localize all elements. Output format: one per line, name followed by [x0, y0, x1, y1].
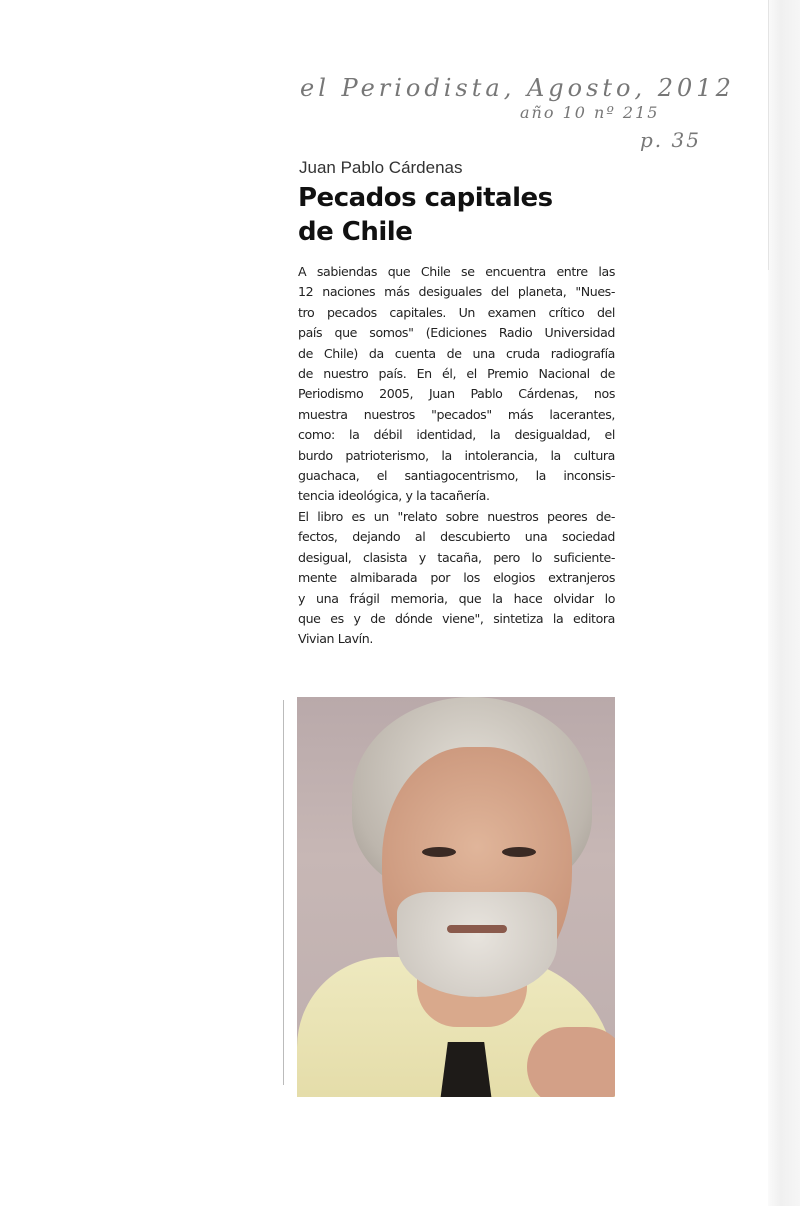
article-body	[298, 262, 615, 650]
handwritten-source: el Periodista, Agosto, 2012	[300, 74, 735, 102]
body-line: A sabiendas que Chile se encuentra entre las	[298, 264, 615, 279]
body-line: de Chile) da cuenta de una cruda radiografía	[298, 345, 615, 361]
body-line: El libro es un "relato sobre nuestros peores de-	[298, 508, 615, 524]
body-line: 12 naciones más desiguales del planeta, "Nues-	[298, 284, 615, 300]
body-line: guachaca, el santiagocentrismo, la inconsis-	[298, 468, 615, 484]
body-line: Vivian Lavín.	[298, 631, 373, 647]
body-line: tro pecados capitales. Un examen crítico del	[298, 304, 615, 320]
body-line: como: la débil identidad, la desigualdad, el	[298, 427, 615, 443]
body-line: y una frágil memoria, que la hace olvidar lo	[298, 590, 615, 606]
handwritten-issue: año 10 nº 215	[520, 103, 660, 122]
body-line: de nuestro país. En él, el Premio Nacional de	[298, 366, 615, 382]
column-rule	[283, 700, 284, 1085]
body-line: burdo patrioterismo, la intolerancia, la cultura	[298, 447, 615, 463]
body-line: tencia ideológica, y la tacañería.	[298, 488, 490, 504]
article-author: Juan Pablo Cárdenas	[299, 158, 463, 177]
body-line: mente almibarada por los elogios extranjeros	[298, 570, 615, 586]
title-line: Pecados capitales	[298, 183, 553, 213]
title-line: de Chile	[298, 217, 413, 247]
body-line: desigual, clasista y tacaña, pero lo suficiente-	[298, 549, 615, 565]
scan-page-edge-line	[768, 0, 769, 270]
body-line: muestra nuestros "pecados" más lacerantes,	[298, 406, 615, 422]
body-line: fectos, dejando al descubierto una sociedad	[298, 529, 615, 545]
scan-page-edge	[768, 0, 800, 1206]
author-photo	[297, 697, 615, 1097]
article-title	[298, 181, 553, 249]
handwritten-page: p. 35	[640, 128, 701, 152]
body-line: Periodismo 2005, Juan Pablo Cárdenas, nos	[298, 386, 615, 402]
body-line: que es y de dónde viene", sintetiza la editora	[298, 610, 615, 626]
body-line: país que somos" (Ediciones Radio Universidad	[298, 325, 615, 341]
